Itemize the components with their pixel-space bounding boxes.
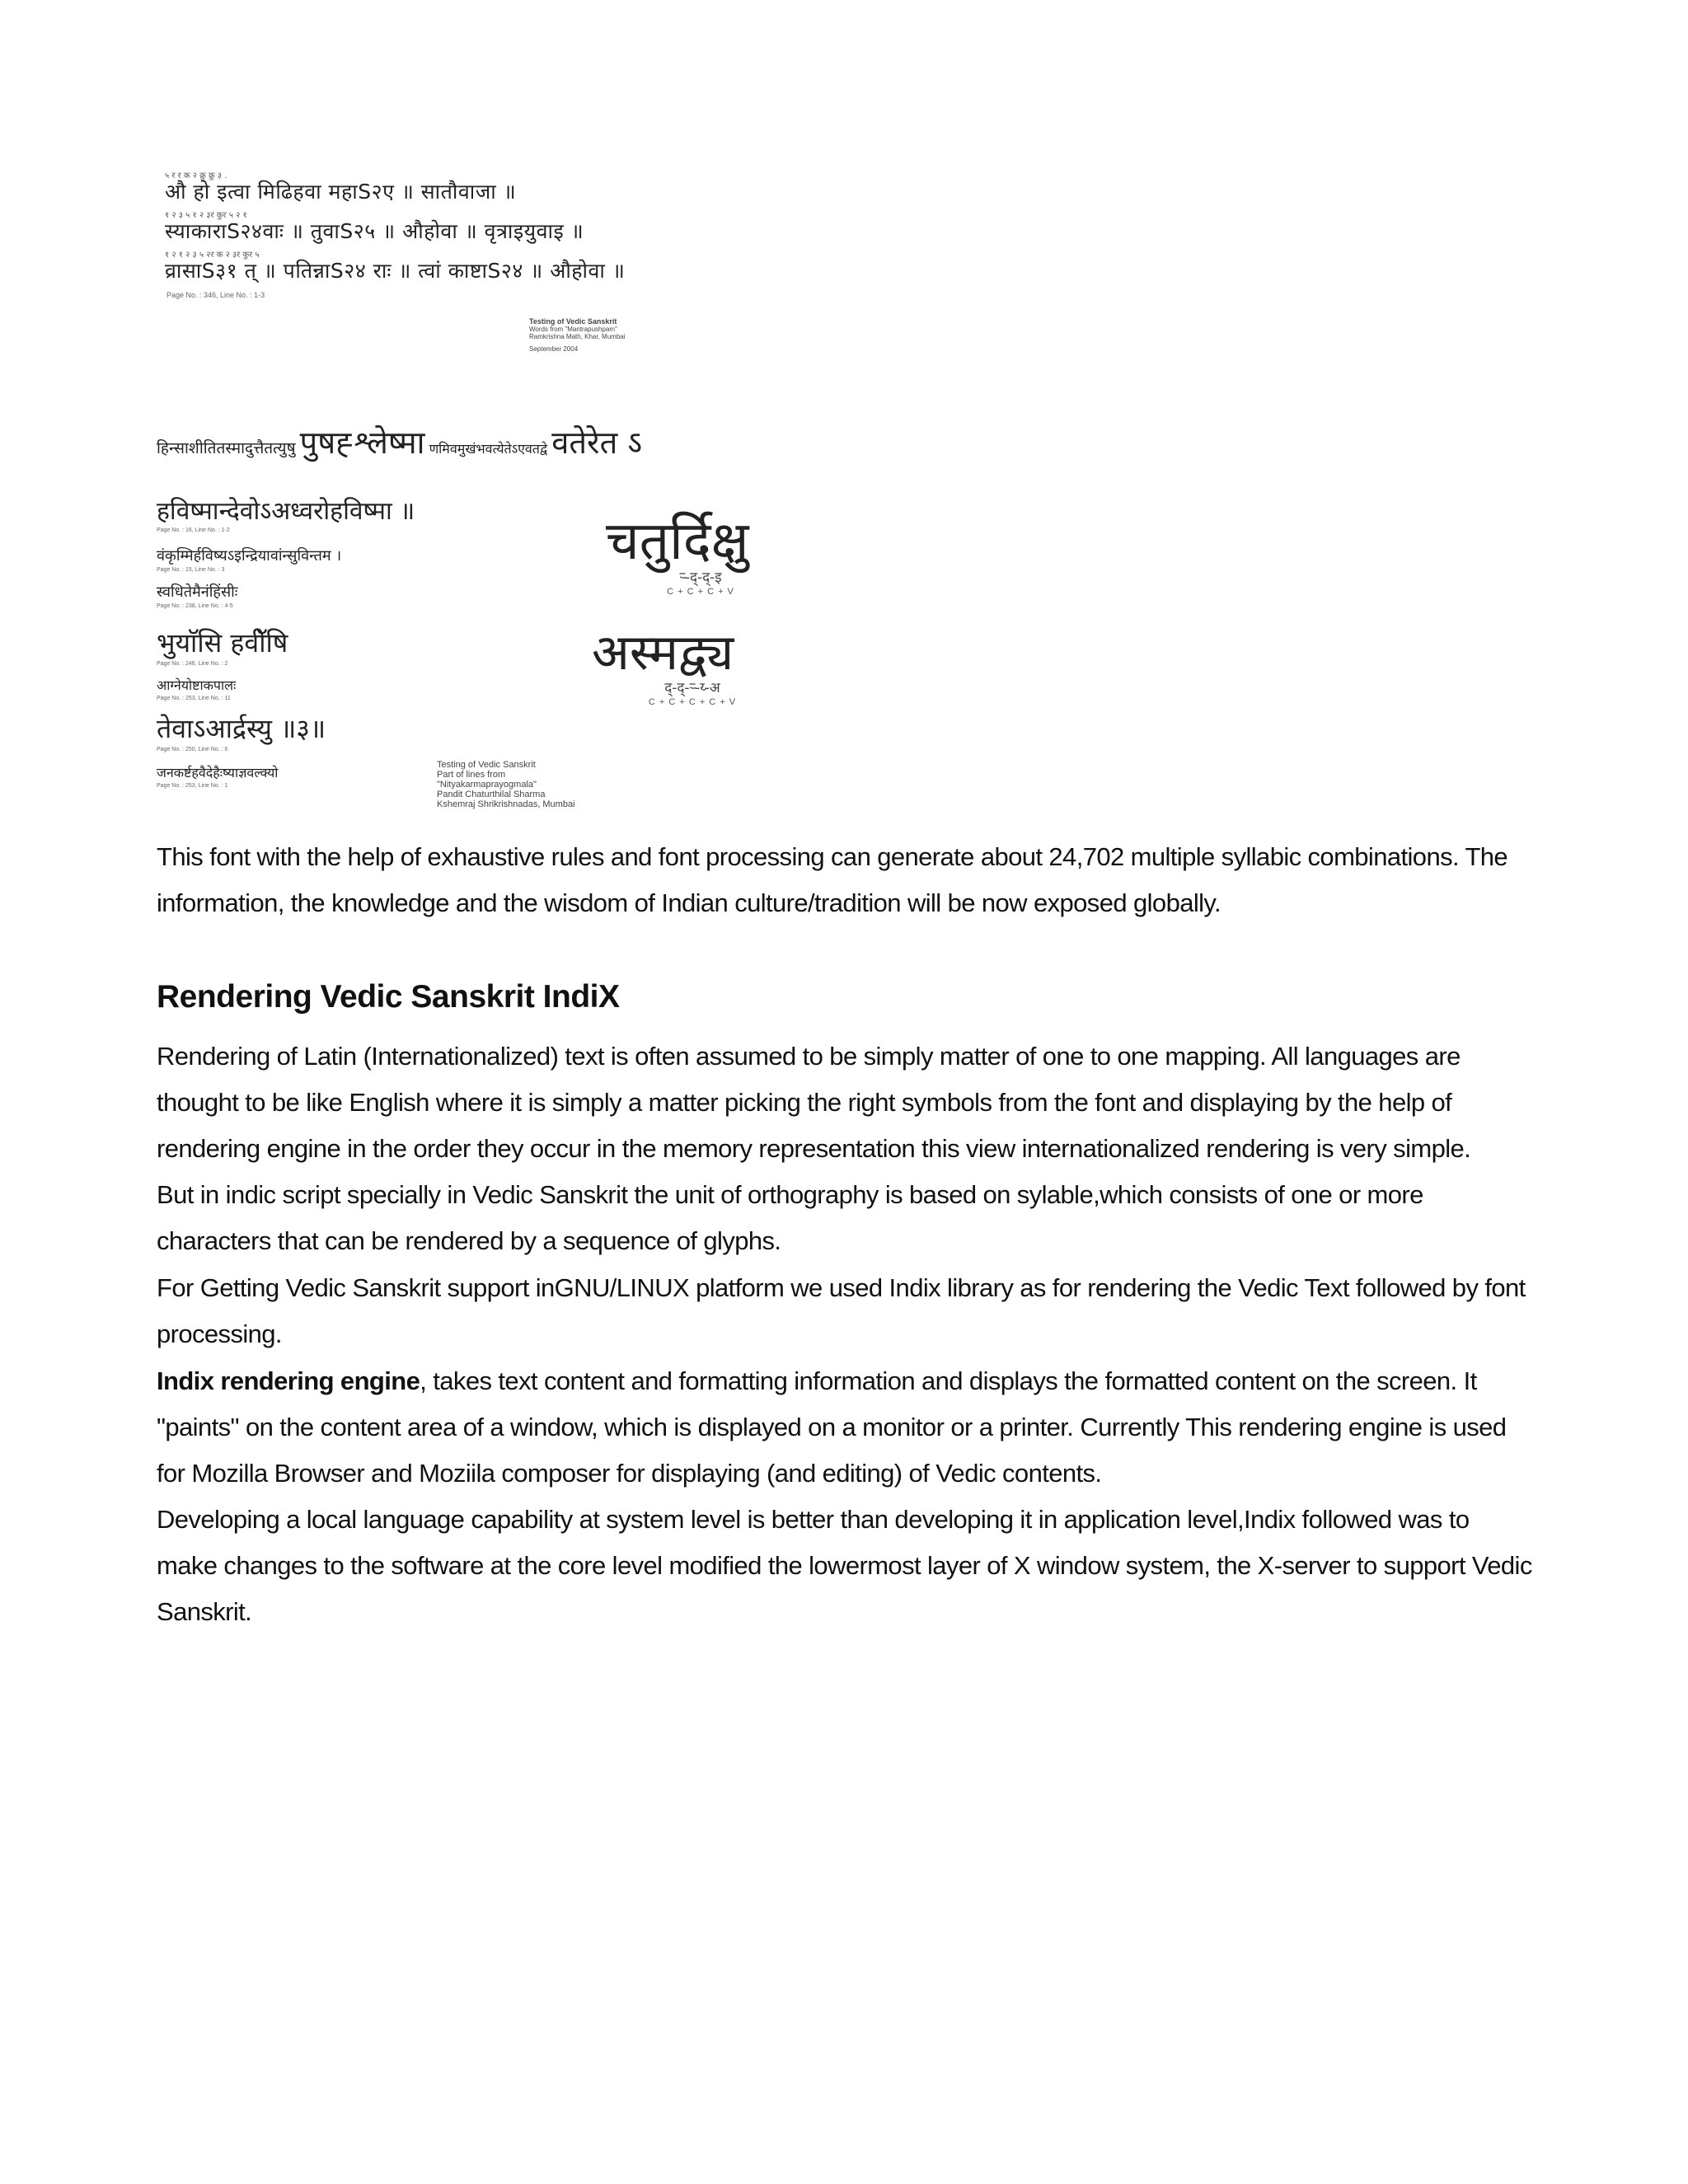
vedic-line: तेवाऽआर्द्रस्यु ॥३॥ — [157, 713, 326, 744]
intro-paragraph: This font with the help of exhaustive rules and font processing can generate about 24,702 multiple syllabic combinations. The information, the knowledge and the wisdom of Indian culture/tradition will be now exposed globally. — [157, 842, 1508, 917]
page-reference: Page No. : 16, Line No. : 1-2 — [157, 527, 230, 533]
indix-engine-description: , takes text content and formatting information and displays the formatted content on the screen. It "paints" on the content area of a window, which is displayed on a monitor or a printer. Currently This rendering engine is used for Mozilla Browser and Moziila composer for displaying (and editing) of Vedic contents. — [157, 1366, 1507, 1488]
large-text: पुषह्‍ — [299, 424, 350, 461]
small-text: हिन्साशीतितस्मादुत्तैतत्युषु — [157, 439, 296, 457]
paragraph-indic-syllable: But in indic script specially in Vedic Sanskrit the unit of orthography is based on sylable,which consists of one or more characters that can be rendered by a sequence of glyphs. — [157, 1180, 1423, 1255]
section-heading: Rendering Vedic Sanskrit IndiX — [157, 979, 620, 1015]
page-reference: Page No. : 246, Line No. : 2 — [157, 661, 228, 667]
vedic-line: स्वधितेमैनंहिंसीः — [157, 583, 238, 601]
vedic-line: भुयाॅसि हवीॅषि — [157, 627, 288, 658]
caption-line: Kshemraj Shrikrishnadas, Mumbai — [437, 799, 575, 809]
vedic-line-1: औ हो इत्वा मिढिहवा महाS२ए ॥ सातौवाजा ॥ — [165, 180, 517, 204]
paragraph-system-level: Developing a local language capability at system level is better than developing it in application level,Indix followed was to make changes to the software at the core level modified the lowermost layer of X window system, the X-server to support Vedic Sanskrit. — [157, 1505, 1532, 1626]
caption-line: Part of lines from — [437, 770, 506, 780]
paragraph-indix-engine — [157, 1358, 1533, 1497]
page-reference: Page No. : 15, Line No. : 3 — [157, 567, 225, 573]
caption-line: Testing of Vedic Sanskrit — [437, 760, 536, 770]
caption-line: Pandit Chaturthilal Sharma — [437, 790, 546, 799]
conjunct-pattern-1: C + C + C + V — [667, 587, 734, 597]
large-text: श्लेष्मा — [354, 424, 425, 461]
small-text: णमिवमुखंभवत्येतेऽएवतद्वे — [429, 441, 548, 457]
accent-marks-line-1: ५ र र क २ क्रु क्रु ३ . — [165, 171, 227, 180]
conjunct-pattern-2: C + C + C + C + V — [648, 697, 737, 707]
conjunct-sample-1: चतुर्दिक्षु — [606, 511, 749, 572]
page-reference: Page No. : 346, Line No. : 1-3 — [166, 291, 265, 299]
paragraph-gnu-linux: For Getting Vedic Sanskrit support inGNU/LINUX platform we used Indix library as for rendering the Vedic Text followed by font processing. — [157, 1273, 1526, 1348]
large-text: वतेरेत ऽ — [551, 424, 643, 461]
page-reference: Page No. : 238, Line No. : 4-5 — [157, 603, 233, 609]
vedic-sample-figure-1 — [165, 169, 692, 371]
caption-line: Ramkrishna Math, Khar, Mumbai — [529, 333, 626, 340]
page-reference: Page No. : 253, Line No. : 1 — [157, 783, 228, 789]
conjunct-decomposition-2: द्‍-द्‍-र्‍-य्‍-अ — [664, 680, 720, 696]
vedic-line: हविष्मान्देवोऽअध्वरोहविष्मा ॥ — [157, 497, 415, 526]
conjunct-decomposition-1: र्‍-द्‍-द्‍-इ — [679, 569, 722, 586]
page-reference: Page No. : 253, Line No. : 11 — [157, 696, 231, 701]
caption-date: September 2004 — [529, 345, 579, 353]
vedic-line-3: व्रासाS३१ त् ॥ पतिन्नाS२४ राः ॥ त्वां काष्टाS२४ ॥ औहोवा ॥ — [165, 259, 626, 283]
vedic-sample-figure-2 — [157, 420, 750, 832]
figure-1-caption — [529, 317, 626, 353]
figure-2-caption — [437, 760, 575, 809]
mixed-size-line — [157, 420, 642, 470]
vedic-line: जनकर्ष्टहवैदेहैःष्याज्ञवल्क्यो — [157, 765, 279, 780]
accent-marks-line-3: १ २ १ २ ३ ५ २र क २ ३र कुर ५ — [165, 251, 260, 260]
accent-marks-line-2: १ २ ३ ५ १ २ ३र कुर ५ २ १ — [165, 211, 247, 220]
caption-line: "Nityakarmaprayogmala" — [437, 780, 537, 790]
vedic-line-2: स्याकाराS२४वाः ॥ तुवाS२५ ॥ औहोवा ॥ वृत्राइयुवाइ ॥ — [165, 219, 584, 243]
conjunct-sample-2: अस्मद्व्य — [592, 624, 734, 682]
page-reference: Page No. : 250, Line No. : 6 — [157, 747, 228, 752]
indix-engine-term: Indix rendering engine — [157, 1366, 420, 1395]
caption-title: Testing of Vedic Sanskrit — [529, 317, 617, 326]
vedic-line: आग्नेयोष्टाकपालः — [157, 677, 237, 693]
caption-line: Words from "Mantrapushpam" — [529, 326, 617, 333]
vedic-line: वंकृम्मिर्हविष्यऽइन्द्रियावांन्सुविन्तम । — [157, 547, 342, 565]
paragraph-rendering-latin: Rendering of Latin (Internationalized) text is often assumed to be simply matter of one to one mapping. All languages are thought to be like English where it is simply a matter picking the right symbols from the font and displaying by the help of rendering engine in the order they occur in the memory representation this view internationalized rendering is very simple. — [157, 1042, 1471, 1163]
